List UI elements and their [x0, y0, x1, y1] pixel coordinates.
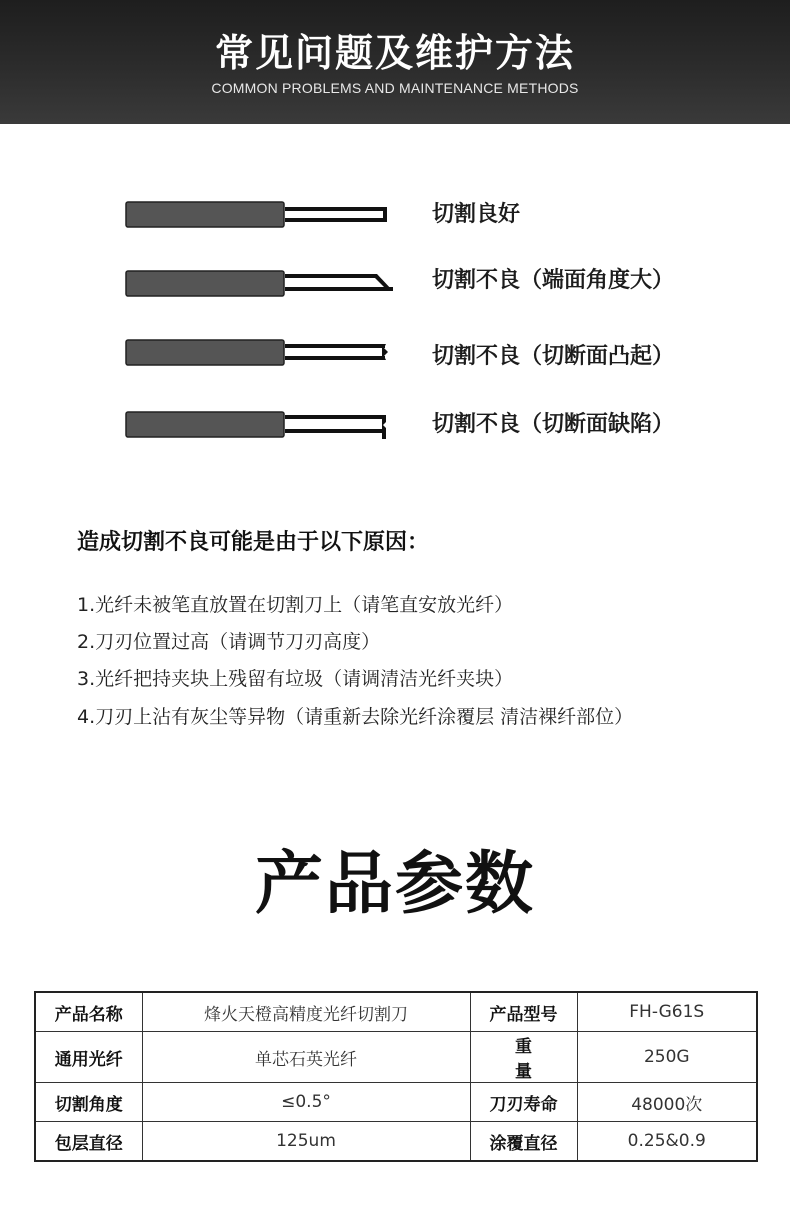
spec-key: 重量 — [470, 1032, 577, 1083]
table-row — [35, 1083, 757, 1122]
cut-example-defect — [0, 405, 790, 445]
cut-label: 切割不良（端面角度大） — [432, 268, 675, 293]
fiber-good-illustration — [120, 195, 400, 235]
cause-item: 2.刀刃位置过高（请调节刀刃高度） — [77, 631, 381, 653]
table-row — [35, 1032, 757, 1083]
spec-value: 单芯石英光纤 — [142, 1032, 470, 1083]
spec-key: 包层直径 — [35, 1122, 142, 1162]
spec-value: 烽火天橙高精度光纤切割刀 — [142, 992, 470, 1032]
spec-key: 刀刃寿命 — [470, 1083, 577, 1122]
cut-example-angled — [0, 263, 790, 303]
cause-item: 4.刀刃上沾有灰尘等异物（请重新去除光纤涂覆层 清洁裸纤部位） — [77, 706, 634, 728]
spec-key: 产品名称 — [35, 992, 142, 1032]
spec-value: 250G — [577, 1032, 757, 1083]
header-banner — [0, 0, 790, 124]
spec-value: FH-G61S — [577, 992, 757, 1032]
spec-value: 48000次 — [577, 1083, 757, 1122]
causes-heading: 造成切割不良可能是由于以下原因： — [77, 530, 430, 555]
spec-key: 切割角度 — [35, 1083, 142, 1122]
cut-example-bump — [0, 335, 790, 375]
table-row — [35, 992, 757, 1032]
fiber-angled-illustration — [120, 263, 400, 303]
spec-value: 125um — [142, 1122, 470, 1162]
cut-label: 切割不良（切断面缺陷） — [432, 412, 675, 437]
fiber-defect-illustration — [120, 405, 400, 445]
params-heading: 产品参数 — [254, 845, 535, 924]
cut-label: 切割不良（切断面凸起） — [432, 344, 675, 369]
cause-item: 1.光纤未被笔直放置在切割刀上（请笔直安放光纤） — [77, 594, 514, 616]
cause-item: 3.光纤把持夹块上残留有垃圾（请调清洁光纤夹块） — [77, 668, 514, 690]
fiber-bump-illustration — [120, 335, 400, 375]
spec-key: 通用光纤 — [35, 1032, 142, 1083]
cut-example-good — [0, 195, 790, 235]
page-title: 常见问题及维护方法 — [214, 31, 575, 75]
cut-label: 切割良好 — [432, 202, 521, 227]
spec-table — [34, 991, 758, 1162]
spec-value: ≤0.5° — [142, 1083, 470, 1122]
spec-value: 0.25&0.9 — [577, 1122, 757, 1162]
spec-key: 产品型号 — [470, 992, 577, 1032]
spec-key: 涂覆直径 — [470, 1122, 577, 1162]
table-row — [35, 1122, 757, 1162]
page-subtitle: COMMON PROBLEMS AND MAINTENANCE METHODS — [211, 80, 579, 96]
